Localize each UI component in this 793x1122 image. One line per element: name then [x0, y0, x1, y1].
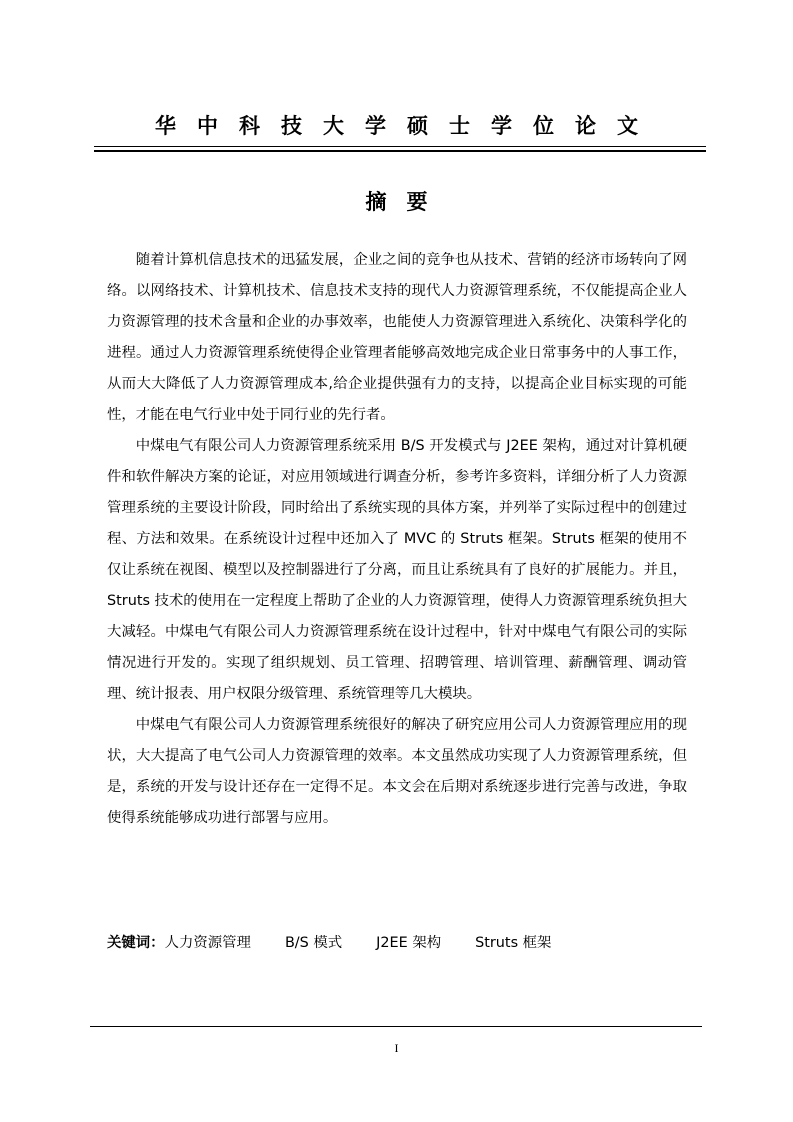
keyword-item: J2EE 架构 — [376, 935, 442, 951]
header-double-rule — [94, 146, 706, 152]
running-header-title: 华中科技大学硕士学位论文 — [155, 113, 659, 138]
abstract-paragraph-2: 中煤电气有限公司人力资源管理系统采用 B/S 开发模式与 J2EE 架构，通过对计算机硬件和软件解决方案的论证，对应用领域进行调查分析，参考许多资料，详细分析了人力资源管理系统的主要设计阶段，同时给出了系统实现的具体方案，并列举了实际过程中的创建过程、方法和效果。在系统设计过程中还加入了 MVC 的 Struts 框架。Struts 框架的使用不仅让系统在视图、模型以及控制器进行了分离，而且让系统具有了良好的扩展能力。并且，Struts 技术的使用在一定程度上帮助了企业的人力资源管理，使得人力资源管理系统负担大大减轻。中煤电气有限公司人力资源管理系统在设计过程中，针对中煤电气有限公司的实际情况进行开发的。实现了组织规划、员工管理、招聘管理、培训管理、薪酬管理、调动管理、统计报表、用户权限分级管理、系统管理等几大模块。 — [107, 438, 688, 702]
keyword-item: 人力资源管理 — [164, 935, 251, 951]
keywords-line — [107, 931, 687, 955]
page-number: I — [394, 1041, 399, 1055]
abstract-paragraph-1: 随着计算机信息技术的迅猛发展，企业之间的竞争也从技术、营销的经济市场转向了网络。以网络技术、计算机技术、信息技术支持的现代人力资源管理系统，不仅能提高企业人力资源管理的技术含量和企业的办事效率，也能使人力资源管理进入系统化、决策科学化的进程。通过人力资源管理系统使得企业管理者能够高效地完成企业日常事务中的人事工作，从而大大降低了人力资源管理成本,给企业提供强有力的支持，以提高企业目标实现的可能性，才能在电气行业中处于同行业的先行者。 — [107, 252, 687, 423]
keyword-item: B/S 模式 — [284, 935, 343, 951]
abstract-paragraph-3: 中煤电气有限公司人力资源管理系统很好的解决了研究应用公司人力资源管理应用的现状，大大提高了电气公司人力资源管理的效率。本文虽然成功实现了人力资源管理系统，但是，系统的开发与设计还存在一定得不足。本文会在后期对系统逐步进行完善与改进，争取使得系统能够成功进行部署与应用。 — [107, 717, 687, 826]
abstract-body — [107, 245, 687, 834]
keyword-item: Struts 框架 — [475, 935, 552, 951]
footer-rule — [90, 1026, 702, 1027]
abstract-heading: 摘要 — [365, 190, 448, 214]
keywords-label: 关键词： — [107, 935, 165, 951]
